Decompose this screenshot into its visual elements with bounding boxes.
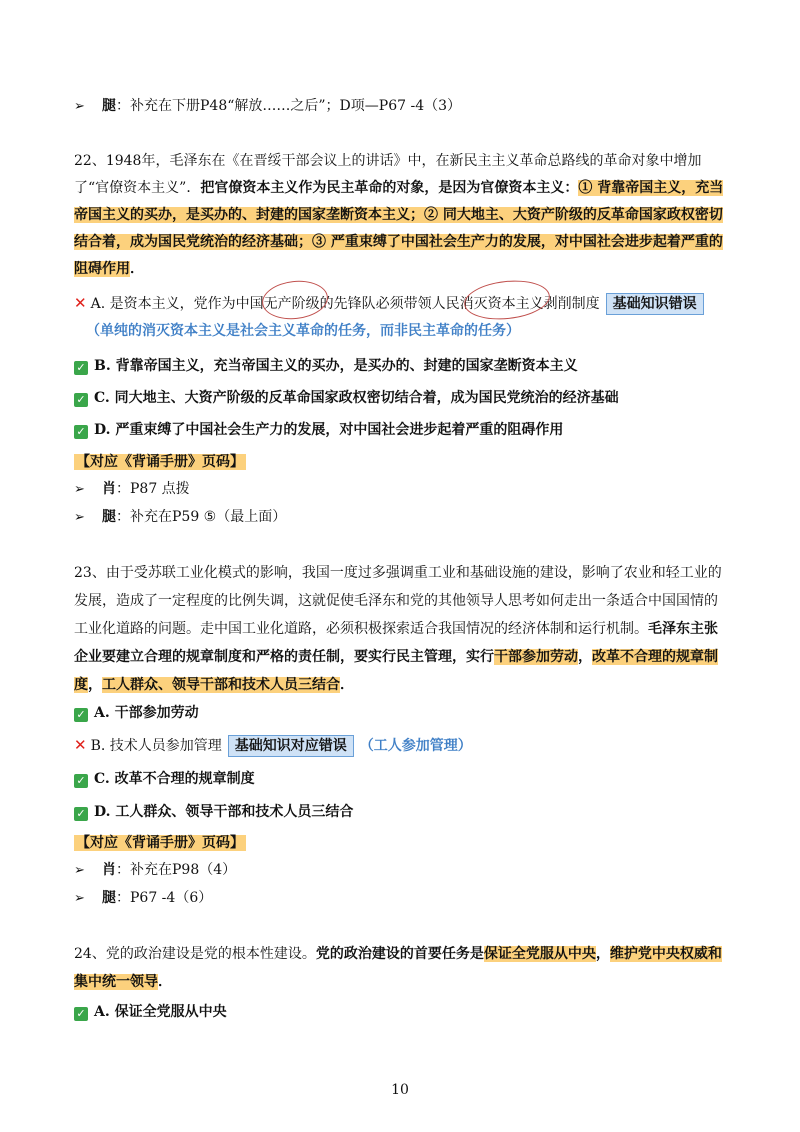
q22-option-b: ✓ B. 背靠帝国主义，充当帝国主义的买办，是买办的、封建的国家垄断资本主义 <box>74 353 730 379</box>
q23-ref-title: 【对应《背诵手册》页码】 <box>76 835 244 851</box>
q22-ref-title: 【对应《背诵手册》页码】 <box>76 454 244 470</box>
arrow-bullet-icon: ➢ <box>74 99 85 114</box>
q24-option-a: ✓ A. 保证全党服从中央 <box>74 999 730 1025</box>
q24-stem: 24、党的政治建设是党的根本性建设。党的政治建设的首要任务是保证全党服从中央，维护党中央权威和集中统一领导． <box>74 946 722 990</box>
q22-option-c: ✓ C. 同大地主、大资产阶级的反革命国家政权密切结合着，成为国民党统治的经济基础 <box>74 385 730 411</box>
q22-option-a: ✕ A. 是资本主义，党作为中国无产阶级的先锋队必须带领人民消灭资本主义剥削制度 基础知识错误 <box>74 290 730 317</box>
arrow-bullet-icon: ➢ <box>74 510 85 525</box>
q23-option-a: ✓ A. 干部参加劳动 <box>74 700 730 726</box>
error-tag: 基础知识对应错误 <box>228 735 354 757</box>
q22-option-d: ✓ D. 严重束缚了中国社会生产力的发展，对中国社会进步起着严重的阻碍作用 <box>74 417 730 443</box>
wrong-cross-icon: ✕ <box>74 294 87 312</box>
arrow-bullet-icon: ➢ <box>74 863 85 878</box>
check-icon: ✓ <box>74 361 88 375</box>
tui-text: ：补充在下册P48“解放……之后”；D项—P67 -4（3） <box>116 98 462 114</box>
check-icon: ✓ <box>74 807 88 821</box>
q23-stem: 23、由于受苏联工业化模式的影响，我国一度过多强调重工业和基础设施的建设，影响了农业和轻工业的发展，造成了一定程度的比例失调，这就促使毛泽东和党的其他领导人思考如何走出一条适合中国国情的工业化道路的问题。走中国工业化道路，必须积极探索适合我国情况的经济体制和运行机制。毛泽东主张企业要建立合理的规章制度和严格的责任制，要实行民主管理，实行干部参加劳动，改革不合理的规章制度，工人群众、领导干部和技术人员三结合． <box>74 565 722 693</box>
q23-option-d: ✓ D. 工人群众、领导干部和技术人员三结合 <box>74 799 730 825</box>
tui-label: 腿 <box>102 98 116 114</box>
q23-option-c: ✓ C. 改革不合理的规章制度 <box>74 766 730 792</box>
check-icon: ✓ <box>74 774 88 788</box>
check-icon: ✓ <box>74 425 88 439</box>
prev-tui-line <box>74 93 730 120</box>
q23-option-b: ✕ B. 技术人员参加管理 基础知识对应错误 （工人参加管理） <box>74 732 730 759</box>
error-tag: 基础知识错误 <box>606 293 704 315</box>
q22-option-a-note: （单纯的消灭资本主义是社会主义革命的任务，而非民主革命的任务） <box>86 323 520 339</box>
wrong-cross-icon: ✕ <box>74 736 87 754</box>
page-number: 10 <box>391 1082 409 1098</box>
q22-stem: 22、1948年，毛泽东在《在晋绥干部会议上的讲话》中，在新民主主义革命总路线的革命对象中增加了“官僚资本主义”．把官僚资本主义作为民主革命的对象，是因为官僚资本主义：① 背靠帝国主义，充当帝国主义的买办，是买办的、封建的国家垄断资本主义；② 同大地主、大资产阶级的反革命国家政权密切结合着，成为国民党统治的经济基础；③ 严重束缚了中国社会生产力的发展，对中国社会进步起着严重的阻碍作用． <box>74 153 724 277</box>
arrow-bullet-icon: ➢ <box>74 891 85 906</box>
q22-tui-line: ➢ 腿：补充在P59 ⑤（最上面） <box>74 504 730 531</box>
q23-tui-line: ➢ 腿：P67 -4（6） <box>74 885 730 912</box>
q23-xiao-line: ➢ 肖：补充在P98（4） <box>74 857 730 884</box>
q22-xiao-line: ➢ 肖：P87 点拨 <box>74 476 730 503</box>
check-icon: ✓ <box>74 708 88 722</box>
check-icon: ✓ <box>74 393 88 407</box>
check-icon: ✓ <box>74 1007 88 1021</box>
arrow-bullet-icon: ➢ <box>74 482 85 497</box>
